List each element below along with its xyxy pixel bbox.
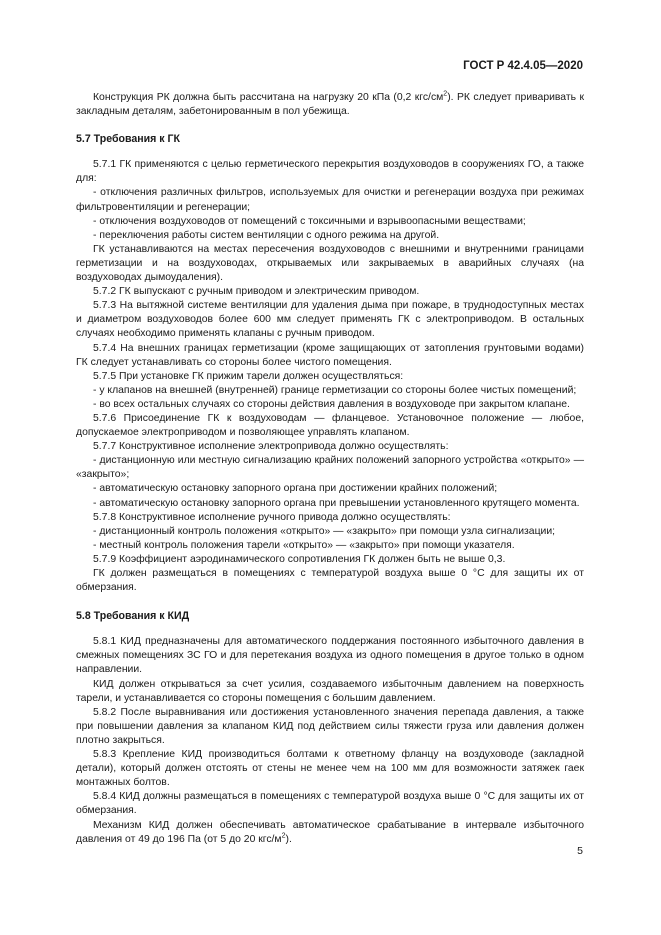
paragraph: 5.7.7 Конструктивное исполнение электропривода должно осуществлять:	[93, 441, 449, 453]
standard-header: ГОСТ Р 42.4.05—2020	[463, 60, 583, 72]
paragraph-rk-load	[76, 91, 584, 119]
list-item: - отключения воздуховодов от помещений с токсичными и взрывоопасными веществами;	[93, 215, 526, 227]
paragraph: 5.7.2 ГК выпускают с ручным приводом и электрическим приводом.	[93, 286, 420, 298]
paragraph: КИД должен открываться за счет усилия, создаваемого избыточным давлением на поверхность тарели, и устанавливается со стороны помещения с большим давлением.	[76, 678, 584, 704]
section-heading-5-7: 5.7 Требования к ГК	[76, 133, 180, 146]
paragraph: 5.7.1 ГК применяются с целью герметического перекрытия воздуховодов в сооружениях ГО, а также для:	[76, 159, 584, 185]
paragraph: 5.8.3 Крепление КИД производиться болтами к ответному фланцу на воздуховоде (закладной детали), который должен отстоять от стены не менее чем на 100 мм для возможности затяжек гаек монтажных болтов.	[76, 749, 584, 789]
paragraph: ГК устанавливаются на местах пересечения воздуховодов с внешними и внутренними границами герметизации и на воздуховодах, открываемых или закрываемых в аварийных случаях (на воздуховодах дымоудаления).	[76, 243, 584, 284]
superscript: 2	[443, 90, 448, 98]
paragraph: 5.7.6 Присоединение ГК к воздуховодам — фланцевое. Установочное положение — любое, допускаемое электроприводом и позволяющее управлять клапаном.	[76, 412, 584, 439]
text-run: ). РК следует приваривать к закладным деталям, забетонированным в пол убежища.	[76, 92, 584, 118]
paragraph: ГК должен размещаться в помещениях с температурой воздуха выше 0 °С для защиты их от обмерзания.	[76, 568, 584, 594]
list-item: - отключения различных фильтров, используемых для очистки и регенерации воздуха при режимах фильтровентиляции и регенерации;	[76, 187, 584, 213]
superscript: 2	[281, 832, 286, 840]
list-item: - автоматическую остановку запорного органа при достижении крайних положений;	[93, 483, 498, 495]
section-heading-5-8: 5.8 Требования к КИД	[76, 610, 190, 623]
list-item: - у клапанов на внешней (внутренней) границе герметизации со стороны более чистых помещений;	[93, 384, 577, 396]
paragraph: 5.7.3 На вытяжной системе вентиляции для удаления дыма при пожаре, в труднодоступных местах и диаметром воздуховодов более 600 мм следует применять ГК с электроприводом. В остальных случаях необходимо применять клапаны с ручным приводом.	[76, 300, 584, 340]
paragraph: 5.8.1 КИД предназначены для автоматического поддержания постоянного избыточного давления в смежных помещениях ЗС ГО и для перетекания воздуха из одного помещения в другое только в одном направлении.	[76, 636, 584, 676]
list-item: - дистанционную или местную сигнализацию крайних положений запорного устройства «открыто» — «закрыто»;	[76, 455, 584, 481]
text-run: Конструкция РК должна быть рассчитана на нагрузку 20 кПа (0,2 кгс/см	[93, 92, 444, 103]
paragraph: 5.7.9 Коэффициент аэродинамического сопротивления ГК должен быть не выше 0,3.	[93, 553, 506, 565]
paragraph: 5.8.4 КИД должны размещаться в помещениях с температурой воздуха выше 0 °С для защиты их от обмерзания.	[76, 791, 584, 817]
paragraph: 5.7.8 Конструктивное исполнение ручного привода должно осуществлять:	[93, 511, 451, 523]
page-number: 5	[577, 845, 583, 857]
text-run: ).	[285, 833, 292, 845]
list-item: - местный контроль положения тарели «открыто» — «закрыто» при помощи указателя.	[93, 539, 515, 551]
list-item: - переключения работы систем вентиляции с одного режима на другой.	[93, 229, 440, 241]
list-item: - дистанционный контроль положения «открыто» — «закрыто» при помощи узла сигнализации;	[93, 525, 556, 537]
list-item: - автоматическую остановку запорного органа при превышении установленного крутящего момента.	[93, 497, 580, 509]
text-run: Механизм КИД должен обеспечивать автоматическое срабатывание в интервале избыточного давления от 49 до 196 Па (от 5 до 20 кгс/м	[76, 819, 584, 845]
paragraph: 5.7.5 При установке ГК прижим тарели должен осуществляться:	[93, 370, 404, 382]
document-body	[76, 91, 584, 847]
paragraph-kid-mechanism	[76, 819, 584, 847]
list-item: - во всех остальных случаях со стороны действия давления в воздуховоде при закрытом клапане.	[93, 398, 570, 410]
paragraph: 5.8.2 После выравнивания или достижения установленного значения перепада давления, а также при повышении давления за клапаном КИД под действием силы тяжести груза или давления должен плотно закрыться.	[76, 706, 584, 746]
paragraph: 5.7.4 На внешних границах герметизации (кроме защищающих от затопления грунтовыми водами) ГК следует устанавливать со стороны более чистого помещения.	[76, 342, 584, 368]
